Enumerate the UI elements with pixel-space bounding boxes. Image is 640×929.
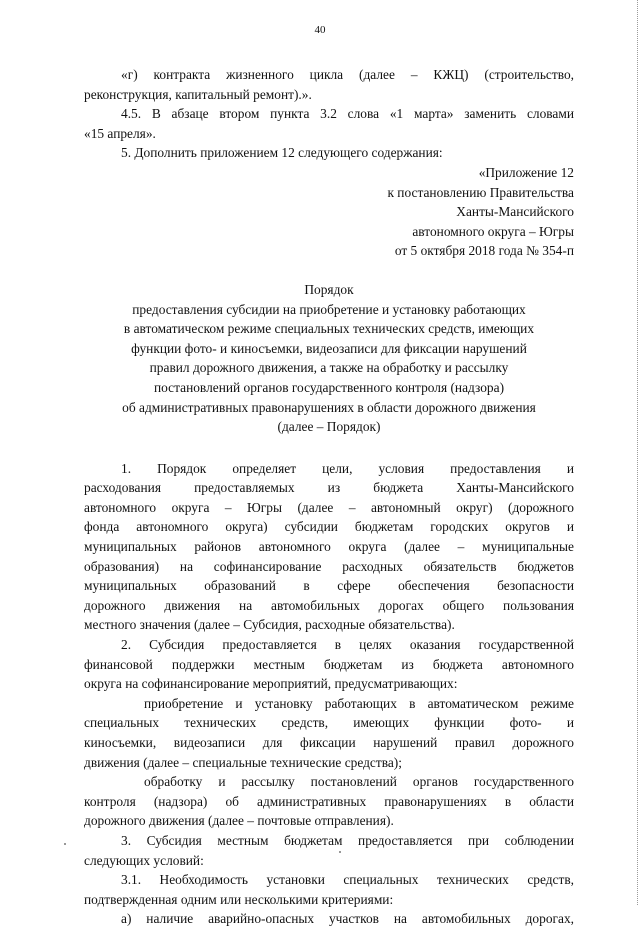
text-line: «г) контракта жизненного цикла (далее – КЖЦ) (строительство, [121,67,574,82]
text-line: муниципальных районов автономного округа (далее – муниципальные [84,539,574,555]
text-line: а) наличие аварийно-опасных участков на автомобильных дорогах, [121,911,574,927]
paragraph-4 [84,772,574,831]
text-line: специальных технических средств, имеющих функции фото- и [84,715,574,731]
appendix-header [84,163,574,261]
text-line: следующих условий: [84,852,204,868]
spacer [84,261,574,280]
paragraph-7 [84,909,574,929]
paragraph-6 [84,870,574,909]
text-line: обработку и рассылку постановлений органов государственного [144,774,574,790]
text-line: движения (далее – специальные технические средства); [84,754,402,770]
text-line: дорожного движения на автомобильных дорогах общего пользования [84,597,574,613]
spacer [84,437,574,459]
text-line: приобретение и установку работающих в автоматическом режиме [144,695,574,711]
text-line: дорожного движения (далее – почтовые отправления). [84,813,394,829]
page-number: 40 [314,24,326,36]
title-line: предоставления субсидии на приобретение и установку работающих [132,301,526,317]
paragraph-1 [84,459,574,635]
text-line: финансовой поддержки местным бюджетам из бюджета автономного [84,656,574,672]
paragraph-3 [84,694,574,772]
text-line: 3.1. Необходимость установки специальных технических средств, [121,872,574,888]
appendix-line: автономного округа – Югры [412,223,574,239]
text-line: автономного округа – Югры (далее – автономный округ) (дорожного [84,499,574,515]
text-line: 5. Дополнить приложением 12 следующего содержания: [121,145,443,161]
scan-speck [339,851,341,853]
appendix-line: к постановлению Правительства [387,184,574,200]
appendix-line: Ханты-Мансийского [456,204,574,220]
appendix-line: от 5 октября 2018 года № 354-п [394,243,574,259]
text-line: подтвержденная одним или несколькими критериями: [84,891,394,907]
text-line: реконструкция, капитальный ремонт).». [84,86,312,102]
text-line: округа на софинансирование мероприятий, предусматривающих: [84,676,458,692]
title-line: в автоматическом режиме специальных технических средств, имеющих [123,321,535,337]
title-line: (далее – Порядок) [277,419,381,435]
text-line: расходования предоставляемых из бюджета Ханты-Мансийского [84,480,574,496]
title-line: постановлений органов государственного контроля (надзора) [153,379,505,395]
text-line: муниципальных образований в сфере обеспечения безопасности [84,578,574,594]
text-line: фонда автономного округа) субсидии бюджетам городских округов и [84,519,574,535]
text-line: 3. Субсидия местным бюджетам предоставляется при соблюдении [121,832,574,848]
page-edge [636,0,638,905]
text-line: 1. Порядок определяет цели, условия предоставления и [121,460,574,476]
text-line: местного значения (далее – Субсидия, расходные обязательства). [84,617,455,633]
paragraph-5 [84,831,574,870]
title-line: об административных правонарушениях в области дорожного движения [122,399,536,415]
text-line: контроля (надзора) об административных правонарушениях в области [84,793,574,809]
document-body [84,65,574,929]
appendix-line: «Приложение 12 [478,164,574,180]
scan-speck [64,843,66,845]
text-line: образования) на софинансирование расходных обязательств бюджетов [84,558,574,574]
paragraph-2 [84,635,574,694]
text-line: 2. Субсидия предоставляется в целях оказания государственной [121,637,574,653]
document-title [84,280,574,437]
title-line: функции фото- и киносъемки, видеозаписи для фиксации нарушений [131,340,527,356]
title-line: Порядок [304,281,354,297]
text-line: киносъемки, видеозаписи для фиксации нарушений правил дорожного [84,735,574,750]
title-line: правил дорожного движения, а также на обработку и рассылку [149,360,509,376]
text-line: 4.5. В абзаце втором пункта 3.2 слова «1 марта» заменить словами [121,106,574,122]
text-line: «15 апреля». [84,125,156,141]
